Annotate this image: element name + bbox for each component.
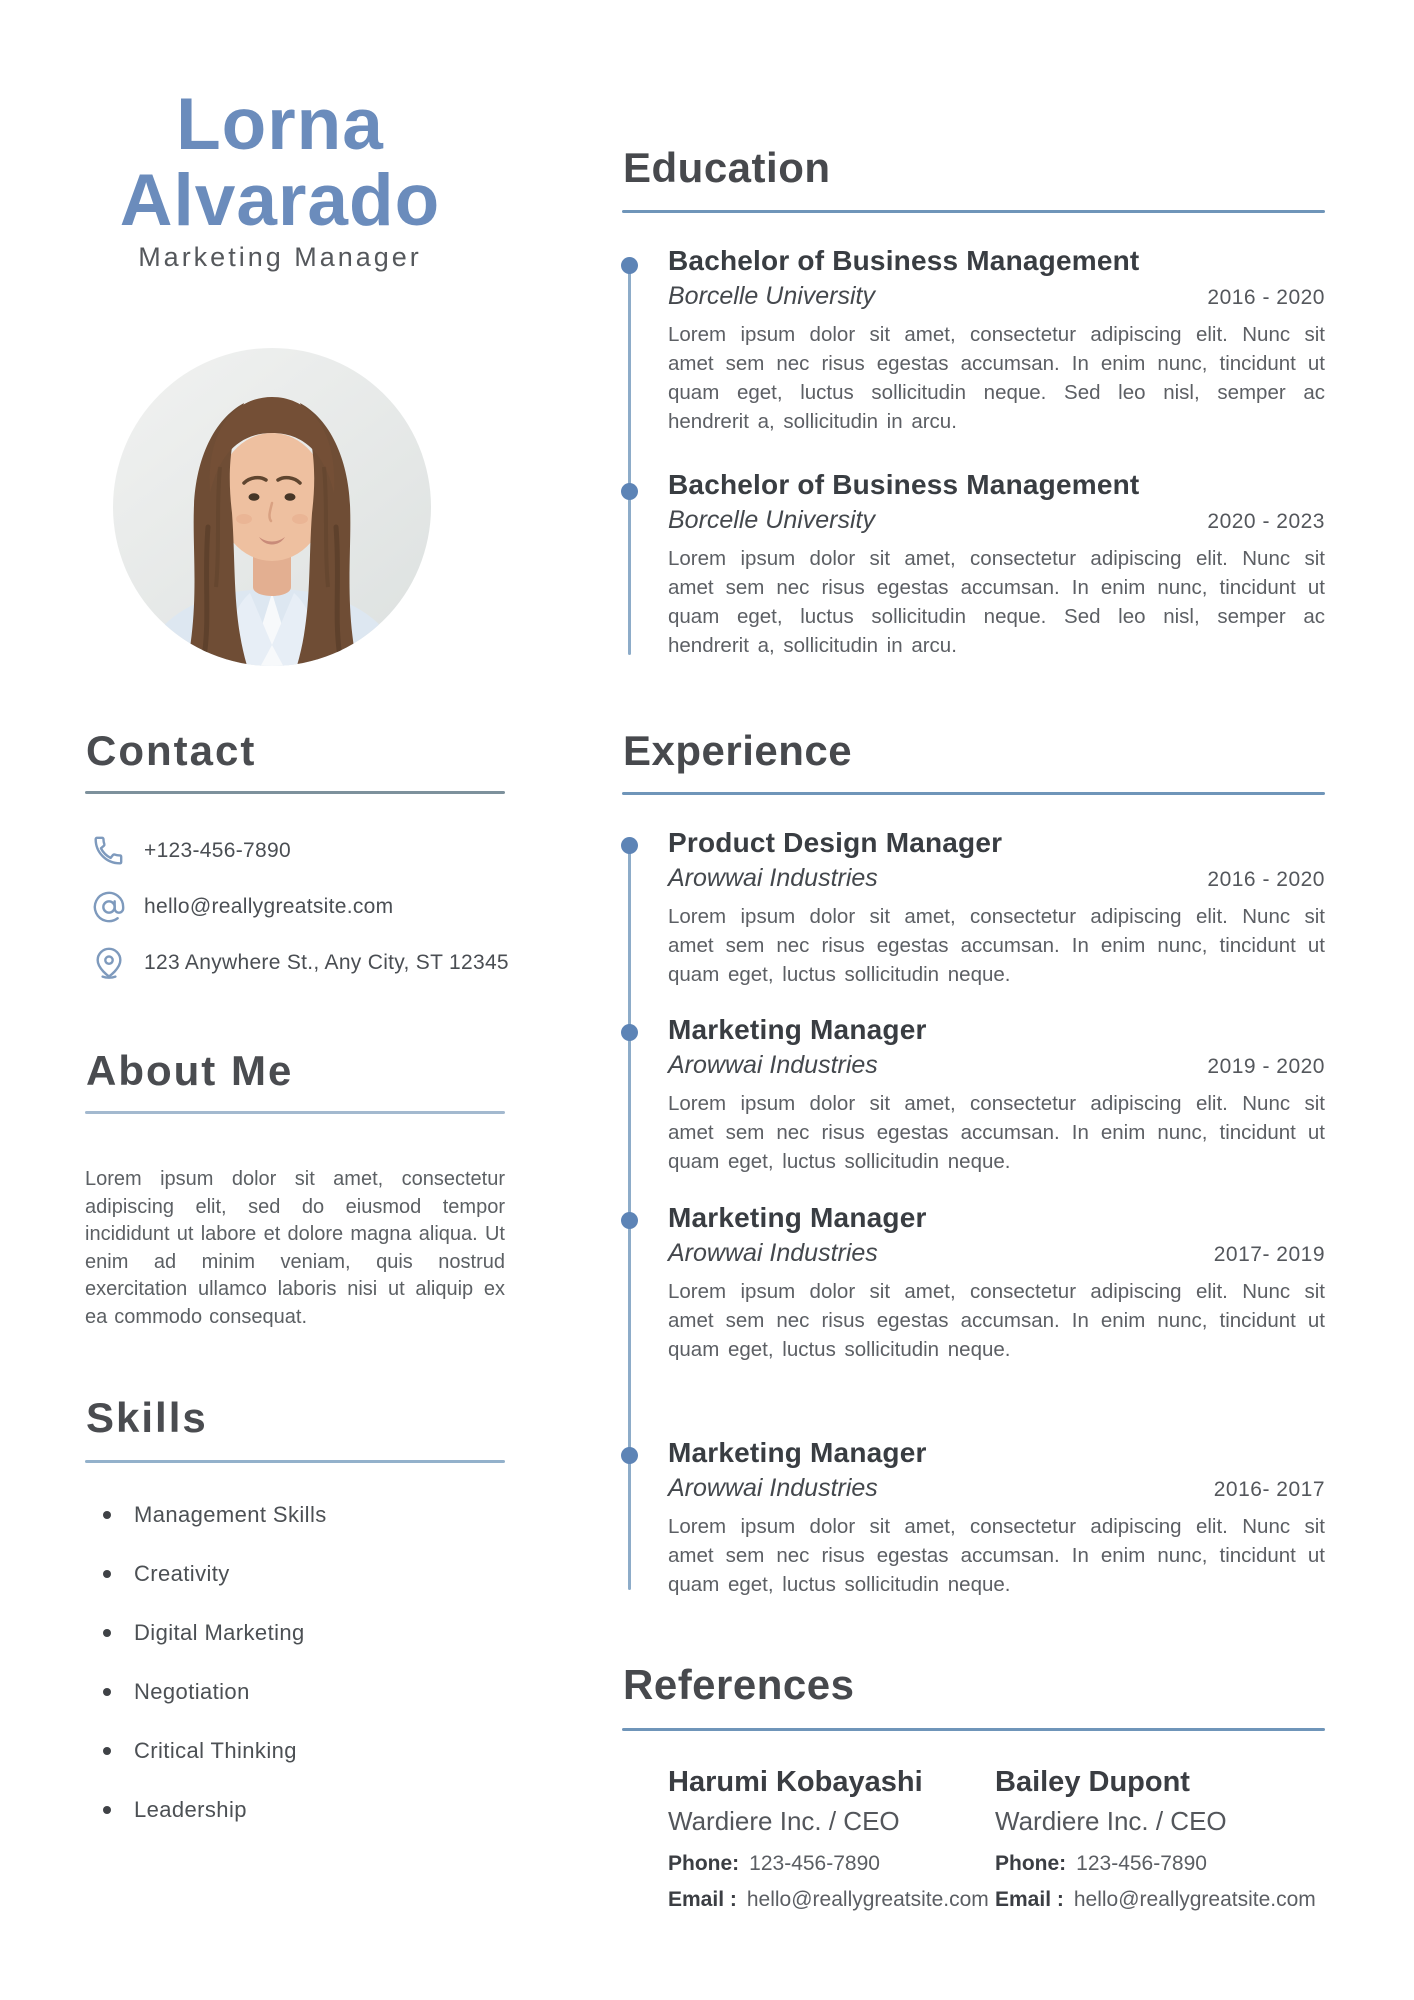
reference-email-row xyxy=(668,1888,989,1912)
education-timeline xyxy=(628,265,631,655)
company-name: Arowwai Industries xyxy=(668,1473,878,1502)
references-heading: References xyxy=(623,1661,855,1708)
experience-description: Lorem ipsum dolor sit amet, consectetur adipiscing elit. Nunc sit amet sem nec risus egestas accumsan. In enim nunc, tincidunt ut quam eget, luctus sollicitudin neque. xyxy=(668,1279,1325,1361)
experience-entry xyxy=(668,1438,1325,1599)
reference-role: Wardiere Inc. / CEO xyxy=(995,1806,1227,1836)
skill-item: Negotiation xyxy=(103,1679,327,1705)
job-title: Marketing Manager xyxy=(138,242,422,272)
contact-email-row xyxy=(92,889,393,925)
skill-item: Leadership xyxy=(103,1797,327,1823)
degree-title: Bachelor of Business Management xyxy=(668,469,1140,500)
company-name: Arowwai Industries xyxy=(668,863,878,892)
experience-dates: 2016- 2017 xyxy=(1213,1477,1325,1501)
education-dates: 2020 - 2023 xyxy=(1207,509,1325,533)
reference-phone-row xyxy=(668,1852,880,1876)
experience-heading: Experience xyxy=(623,727,853,774)
experience-dates: 2016 - 2020 xyxy=(1207,867,1325,891)
person-name xyxy=(60,84,500,241)
education-divider xyxy=(622,210,1325,213)
company-name: Arowwai Industries xyxy=(668,1238,878,1267)
timeline-dot xyxy=(621,1024,638,1041)
timeline-dot xyxy=(621,1447,638,1464)
experience-dates: 2019 - 2020 xyxy=(1207,1054,1325,1078)
phone-icon xyxy=(92,834,126,868)
about-text: Lorem ipsum dolor sit amet, consectetur adipiscing elit, sed do eiusmod tempor incididunt ut labore et dolore magna aliqua. Ut enim ad minim veniam, quis nostrud exercitation ullamco laboris nisi ut aliquip ex ea commodo consequat. xyxy=(85,1168,505,1328)
contact-address: 123 Anywhere St., Any City, ST 12345 xyxy=(144,951,509,974)
contact-heading: Contact xyxy=(86,727,257,774)
phone-label: Phone: xyxy=(668,1852,740,1875)
about-divider xyxy=(85,1111,505,1114)
skill-item: Digital Marketing xyxy=(103,1620,327,1646)
experience-entry xyxy=(668,1203,1325,1364)
education-entry xyxy=(668,246,1325,436)
contact-divider xyxy=(85,791,505,794)
reference-name: Harumi Kobayashi xyxy=(668,1766,923,1798)
skill-item: Critical Thinking xyxy=(103,1738,327,1764)
school-name: Borcelle University xyxy=(668,281,876,310)
contact-email: hello@reallygreatsite.com xyxy=(144,895,394,918)
phone-value: 123-456-7890 xyxy=(749,1852,880,1875)
email-value: hello@reallygreatsite.com xyxy=(1073,1888,1316,1911)
timeline-dot xyxy=(621,1212,638,1229)
school-name: Borcelle University xyxy=(668,505,876,534)
education-description: Lorem ipsum dolor sit amet, consectetur adipiscing elit. Nunc sit amet sem nec risus egestas accumsan. In enim nunc, tincidunt ut quam eget, luctus sollicitudin neque. Sed leo nisl, semper ac hendrerit a, sollicitudin in arcu. xyxy=(668,322,1325,433)
phone-value: 123-456-7890 xyxy=(1076,1852,1207,1875)
role-title: Marketing Manager xyxy=(668,1014,927,1045)
reference-email-row xyxy=(995,1888,1316,1912)
education-heading: Education xyxy=(623,144,831,191)
skills-divider xyxy=(85,1460,505,1463)
company-name: Arowwai Industries xyxy=(668,1050,878,1079)
profile-photo xyxy=(112,347,432,667)
experience-description: Lorem ipsum dolor sit amet, consectetur adipiscing elit. Nunc sit amet sem nec risus egestas accumsan. In enim nunc, tincidunt ut quam eget, luctus sollicitudin neque. xyxy=(668,1091,1325,1173)
experience-description: Lorem ipsum dolor sit amet, consectetur adipiscing elit. Nunc sit amet sem nec risus egestas accumsan. In enim nunc, tincidunt ut quam eget, luctus sollicitudin neque. xyxy=(668,1514,1325,1596)
first-name: Lorna xyxy=(176,84,384,165)
reference-phone-row xyxy=(995,1852,1207,1876)
email-label: Email : xyxy=(668,1888,737,1911)
phone-label: Phone: xyxy=(995,1852,1067,1875)
degree-title: Bachelor of Business Management xyxy=(668,245,1140,276)
experience-dates: 2017- 2019 xyxy=(1213,1242,1325,1266)
about-heading: About Me xyxy=(86,1047,294,1094)
email-label: Email : xyxy=(995,1888,1064,1911)
role-title: Marketing Manager xyxy=(668,1437,927,1468)
role-title: Marketing Manager xyxy=(668,1202,927,1233)
last-name: Alvarado xyxy=(119,160,441,241)
education-dates: 2016 - 2020 xyxy=(1207,285,1325,309)
education-entry xyxy=(668,470,1325,660)
contact-phone-row xyxy=(92,833,291,869)
timeline-dot xyxy=(621,483,638,500)
location-icon xyxy=(92,946,126,980)
contact-phone: +123-456-7890 xyxy=(144,839,291,862)
skills-heading: Skills xyxy=(86,1394,208,1441)
references-divider xyxy=(622,1728,1325,1731)
experience-entry xyxy=(668,1015,1325,1176)
skills-list xyxy=(103,1502,327,1856)
skill-item: Creativity xyxy=(103,1561,327,1587)
timeline-dot xyxy=(621,837,638,854)
experience-entry xyxy=(668,828,1325,989)
experience-divider xyxy=(622,792,1325,795)
role-title: Product Design Manager xyxy=(668,827,1003,858)
email-value: hello@reallygreatsite.com xyxy=(746,1888,989,1911)
at-icon xyxy=(92,890,126,924)
timeline-dot xyxy=(621,257,638,274)
skill-item: Management Skills xyxy=(103,1502,327,1528)
education-description: Lorem ipsum dolor sit amet, consectetur adipiscing elit. Nunc sit amet sem nec risus egestas accumsan. In enim nunc, tincidunt ut quam eget, luctus sollicitudin neque. Sed leo nisl, semper ac hendrerit a, sollicitudin in arcu. xyxy=(668,546,1325,657)
reference-name: Bailey Dupont xyxy=(995,1766,1190,1798)
reference-role: Wardiere Inc. / CEO xyxy=(668,1806,900,1836)
experience-description: Lorem ipsum dolor sit amet, consectetur adipiscing elit. Nunc sit amet sem nec risus egestas accumsan. In enim nunc, tincidunt ut quam eget, luctus sollicitudin neque. xyxy=(668,904,1325,986)
contact-address-row xyxy=(92,945,509,981)
